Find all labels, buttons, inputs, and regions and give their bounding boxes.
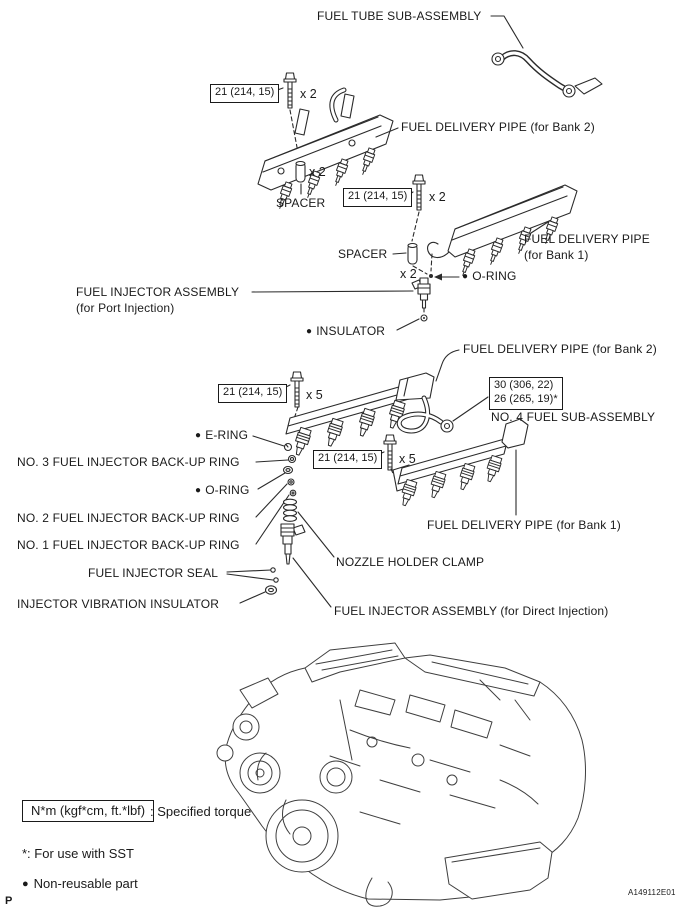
non-reusable-dot-icon: ●	[22, 878, 29, 890]
fuel-injector-port-drawing	[252, 278, 430, 330]
label-spacer-1: SPACER	[276, 196, 326, 210]
torque-no4-line1: 30 (306, 22)	[494, 379, 554, 391]
label-no4-fuel-sub-assembly: NO. 4 FUEL SUB-ASSEMBLY	[491, 410, 656, 424]
legend-non-reusable-note: ● Non-reusable part	[22, 876, 138, 891]
quantity-x5-bolts-bank1-bottom: x 5	[399, 452, 416, 466]
label-spacer-2: SPACER	[338, 247, 388, 261]
engine-drawing	[217, 643, 585, 906]
label-fuel-injector-port-line2: (for Port Injection)	[76, 301, 175, 315]
non-reusable-dot-icon: ●	[306, 326, 313, 337]
label-fuel-injector-direct: FUEL INJECTOR ASSEMBLY (for Direct Injection)	[334, 604, 609, 618]
label-oring-1: ● O-RING	[462, 269, 517, 283]
label-fuel-delivery-pipe-bank2-mid: FUEL DELIVERY PIPE (for Bank 2)	[463, 342, 657, 356]
label-fuel-tube-sub-assembly: FUEL TUBE SUB-ASSEMBLY	[317, 9, 482, 23]
quantity-x5-bolts-bank2-mid: x 5	[306, 388, 323, 402]
quantity-x2-spacer: x 2	[309, 165, 326, 179]
non-reusable-dot-icon: ●	[462, 271, 469, 282]
torque-spec-box-bank1-top: 21 (214, 15)	[343, 188, 412, 207]
quantity-x2-bolts-bank1: x 2	[429, 190, 446, 204]
torque-no4-line2: 26 (265, 19)*	[494, 392, 558, 405]
label-fuel-delivery-pipe-bank2-top: FUEL DELIVERY PIPE (for Bank 2)	[401, 120, 595, 134]
legend-sst-note: *: For use with SST	[22, 846, 134, 861]
label-fuel-injector-port-line1: FUEL INJECTOR ASSEMBLY	[76, 285, 240, 299]
label-no2-backup-ring: NO. 2 FUEL INJECTOR BACK-UP RING	[17, 511, 240, 525]
torque-spec-box-bank2-mid: 21 (214, 15)	[218, 384, 287, 403]
fuel-delivery-pipe-bank1-bottom-drawing	[372, 419, 528, 515]
non-reusable-dot-icon: ●	[195, 485, 202, 496]
label-oring-2: ● O-RING	[195, 483, 250, 497]
torque-spec-box-no4-tube	[489, 377, 563, 410]
fuel-delivery-pipe-bank1-top-drawing	[393, 175, 577, 281]
label-fuel-injector-seal: FUEL INJECTOR SEAL	[88, 566, 219, 580]
label-no1-backup-ring: NO. 1 FUEL INJECTOR BACK-UP RING	[17, 538, 240, 552]
legend-torque-box: N*m (kgf*cm, ft.*lbf)	[22, 800, 154, 822]
label-no3-backup-ring: NO. 3 FUEL INJECTOR BACK-UP RING	[17, 455, 240, 469]
label-e-ring: ● E-RING	[195, 428, 249, 442]
label-fuel-delivery-pipe-bank1-top-line2: (for Bank 1)	[524, 248, 589, 262]
fuel-tube-sub-assembly-drawing	[491, 16, 602, 97]
label-injector-vibration-insulator: INJECTOR VIBRATION INSULATOR	[17, 597, 220, 611]
label-nozzle-holder-clamp: NOZZLE HOLDER CLAMP	[336, 555, 485, 569]
label-insulator: ● INSULATOR	[306, 324, 386, 338]
quantity-x2-oring: x 2	[400, 267, 417, 281]
torque-spec-box-bank2-top: 21 (214, 15)	[210, 84, 279, 103]
non-reusable-dot-icon: ●	[195, 430, 202, 441]
figure-code: A149112E01	[628, 888, 676, 897]
legend-torque-desc: : Specified torque	[150, 804, 252, 819]
fuel-delivery-pipe-bank2-mid-drawing	[278, 350, 488, 457]
torque-spec-box-bank1-bottom: 21 (214, 15)	[313, 450, 382, 469]
label-fuel-delivery-pipe-bank1-top-line1: FUEL DELIVERY PIPE	[524, 232, 650, 246]
page-marker: P	[5, 895, 13, 907]
label-fuel-delivery-pipe-bank1-bottom: FUEL DELIVERY PIPE (for Bank 1)	[427, 518, 621, 532]
quantity-x2-bolts-bank2: x 2	[300, 87, 317, 101]
